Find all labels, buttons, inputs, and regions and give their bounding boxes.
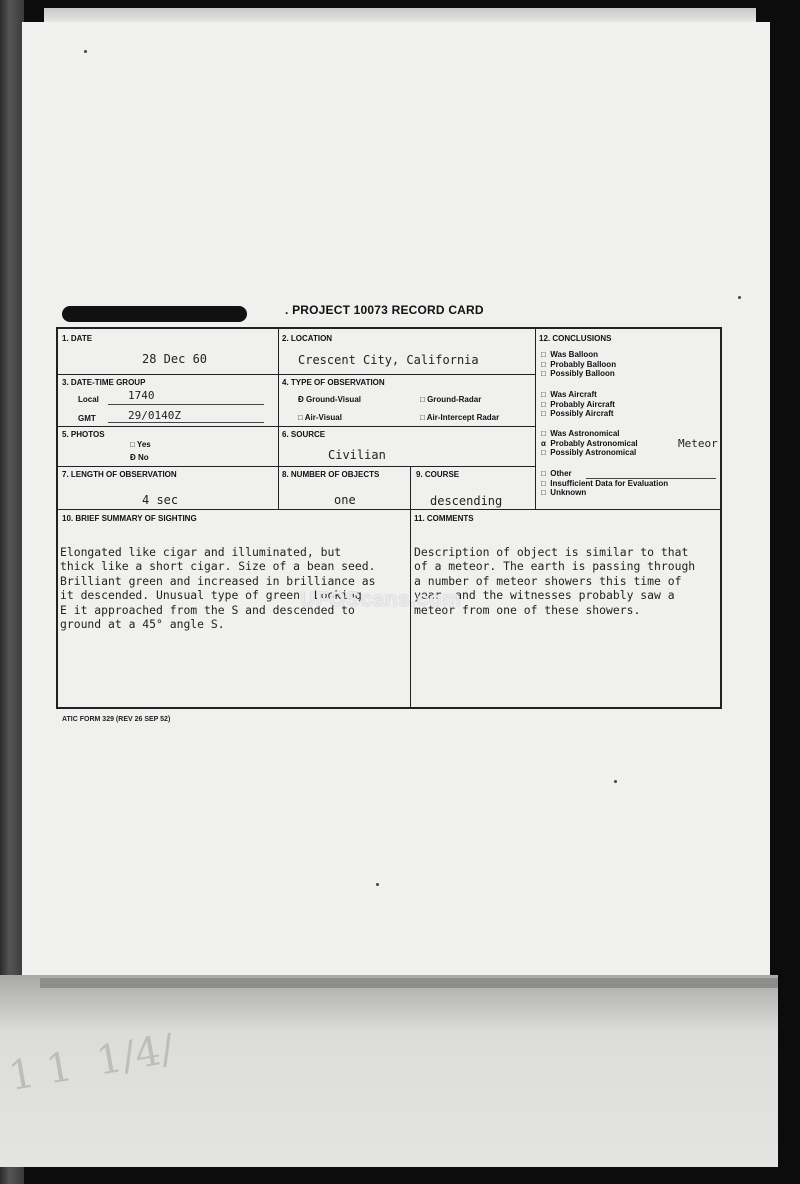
conclusion-was-astronomical [541,429,638,439]
sheet-divider [40,978,780,988]
grid-line [58,509,722,510]
comments-line: Description of object is similar to that [414,544,689,559]
conclusion-label: Other [550,469,572,478]
option-label: Air-Intercept Radar [426,413,500,422]
course-value: descending [430,494,503,508]
conclusion-meteor-note: Meteor [678,437,718,450]
conclusion-label: Was Aircraft [550,390,597,399]
checkbox: □ [541,409,546,419]
checkbox: □ [298,413,303,422]
conclusion-was-balloon [541,350,616,360]
conclusion-label: Insufficient Data for Evaluation [550,478,669,488]
comments-label: 11. COMMENTS [414,514,474,523]
source-value: Civilian [328,448,386,462]
summary-line: thick like a short cigar. Size of a bean seed. [60,559,376,573]
summary-line: it descended. Unusual type of green. Looking [60,588,362,602]
conclusion-insufficient-data [541,479,668,489]
summary-line: E it approached from the S and descended to [60,602,355,617]
film-edge-right [778,0,800,1184]
summary-text [60,530,375,632]
checkbox: □ [541,359,546,369]
summary-label: 10. BRIEF SUMMARY OF SIGHTING [62,514,197,523]
checkbox: □ [541,488,546,498]
length-value: 4 sec [142,493,179,507]
local-value: 1740 [128,389,155,402]
location-label: 2. LOCATION [282,334,333,343]
form-number: ATIC FORM 329 (REV 26 SEP 52) [62,716,171,723]
summary-line: Brilliant green and increased in brilliance as [60,573,376,588]
observation-ground-visual [298,395,361,404]
local-label: Local [78,395,99,404]
checkbox-checked: Đ [130,453,136,462]
speck [84,50,87,53]
conclusion-label: Unknown [550,488,587,498]
checkbox: □ [130,440,135,449]
photos-yes [130,440,151,449]
watermark: UFOScans.com [300,588,462,611]
checkbox: □ [541,469,546,478]
summary-line: ground at a 45° angle S. [60,617,225,631]
grid-line [58,466,535,467]
observation-ground-radar [420,395,481,404]
speck [376,883,379,886]
checkbox: □ [541,399,546,409]
option-label: No [138,453,149,462]
conclusion-probably-aircraft [541,400,615,410]
option-label: Air-Visual [304,413,342,422]
conclusion-possibly-balloon [541,369,616,379]
grid-line [278,329,279,509]
grid-line [58,374,535,375]
option-label: Ground-Visual [306,395,361,404]
comments-line: year, and the witnesses probably saw a [414,588,675,602]
date-value: 28 Dec 60 [142,352,208,366]
conclusion-probably-balloon [541,360,616,370]
checkbox: □ [420,413,425,422]
conclusion-probably-astronomical [541,439,638,449]
type-of-observation-label: 4. TYPE OF OBSERVATION [282,378,385,387]
checkbox: □ [541,350,546,359]
checkbox-checked: α [541,438,546,448]
conclusion-possibly-astronomical [541,448,638,458]
observation-air-intercept-radar [420,413,499,422]
photos-no [130,453,149,462]
conclusion-label: Possibly Balloon [550,369,615,379]
conclusion-label: Probably Aircraft [550,399,615,409]
conclusion-label: Possibly Aircraft [550,409,614,419]
gmt-label: GMT [78,414,96,423]
conclusion-label: Probably Astronomical [550,438,638,448]
number-of-objects-label: 8. NUMBER OF OBJECTS [282,470,380,479]
number-of-objects-value: one [334,493,356,507]
option-label: Yes [136,440,151,449]
observation-air-visual [298,413,342,422]
course-label: 9. COURSE [416,470,460,479]
paper-top-edge [44,8,756,22]
card-title: . PROJECT 10073 RECORD CARD [285,303,484,317]
conclusions-label: 12. CONCLUSIONS [539,334,612,343]
conclusions-group-balloon [541,350,616,379]
other-underline [586,478,716,479]
comments-line: meteor from one of these showers. [414,602,641,617]
date-label: 1. DATE [62,334,93,343]
gmt-value: 29/0140Z [128,409,181,422]
comments-line: of a meteor. The earth is passing through [414,559,696,573]
summary-line: Elongated like cigar and illuminated, but [60,544,342,559]
conclusion-possibly-aircraft [541,409,615,419]
checkbox: □ [541,448,546,458]
conclusions-group-astronomical [541,429,638,458]
checkbox: □ [420,395,425,404]
source-label: 6. SOURCE [282,430,326,439]
conclusion-label: Was Balloon [550,350,599,359]
redaction-bar [62,306,247,322]
grid-line [535,329,536,509]
checkbox: □ [541,369,546,379]
conclusion-label: Probably Balloon [550,359,617,369]
length-label: 7. LENGTH OF OBSERVATION [62,470,177,479]
option-label: Ground-Radar [427,395,482,404]
faint-handwriting: 1 1 1/4/ [5,1025,178,1101]
checkbox: □ [541,478,546,488]
checkbox: □ [541,429,546,438]
local-underline [108,404,264,405]
conclusion-label: Was Astronomical [550,429,620,438]
conclusion-unknown [541,488,668,498]
comments-line: a number of meteor showers this time of [414,573,682,588]
conclusions-group-aircraft [541,390,615,419]
grid-line [58,426,535,427]
gmt-underline [108,422,264,423]
checkbox: □ [541,390,546,399]
photos-label: 5. PHOTOS [62,430,105,439]
checkbox-checked: Đ [298,395,304,404]
date-time-group-label: 3. DATE-TIME GROUP [62,378,146,387]
conclusion-label: Possibly Astronomical [550,448,637,458]
speck [738,296,741,299]
record-card [56,327,722,709]
conclusions-group-other [541,469,668,498]
conclusion-was-aircraft [541,390,615,400]
location-value: Crescent City, California [298,353,479,367]
speck [614,780,617,783]
